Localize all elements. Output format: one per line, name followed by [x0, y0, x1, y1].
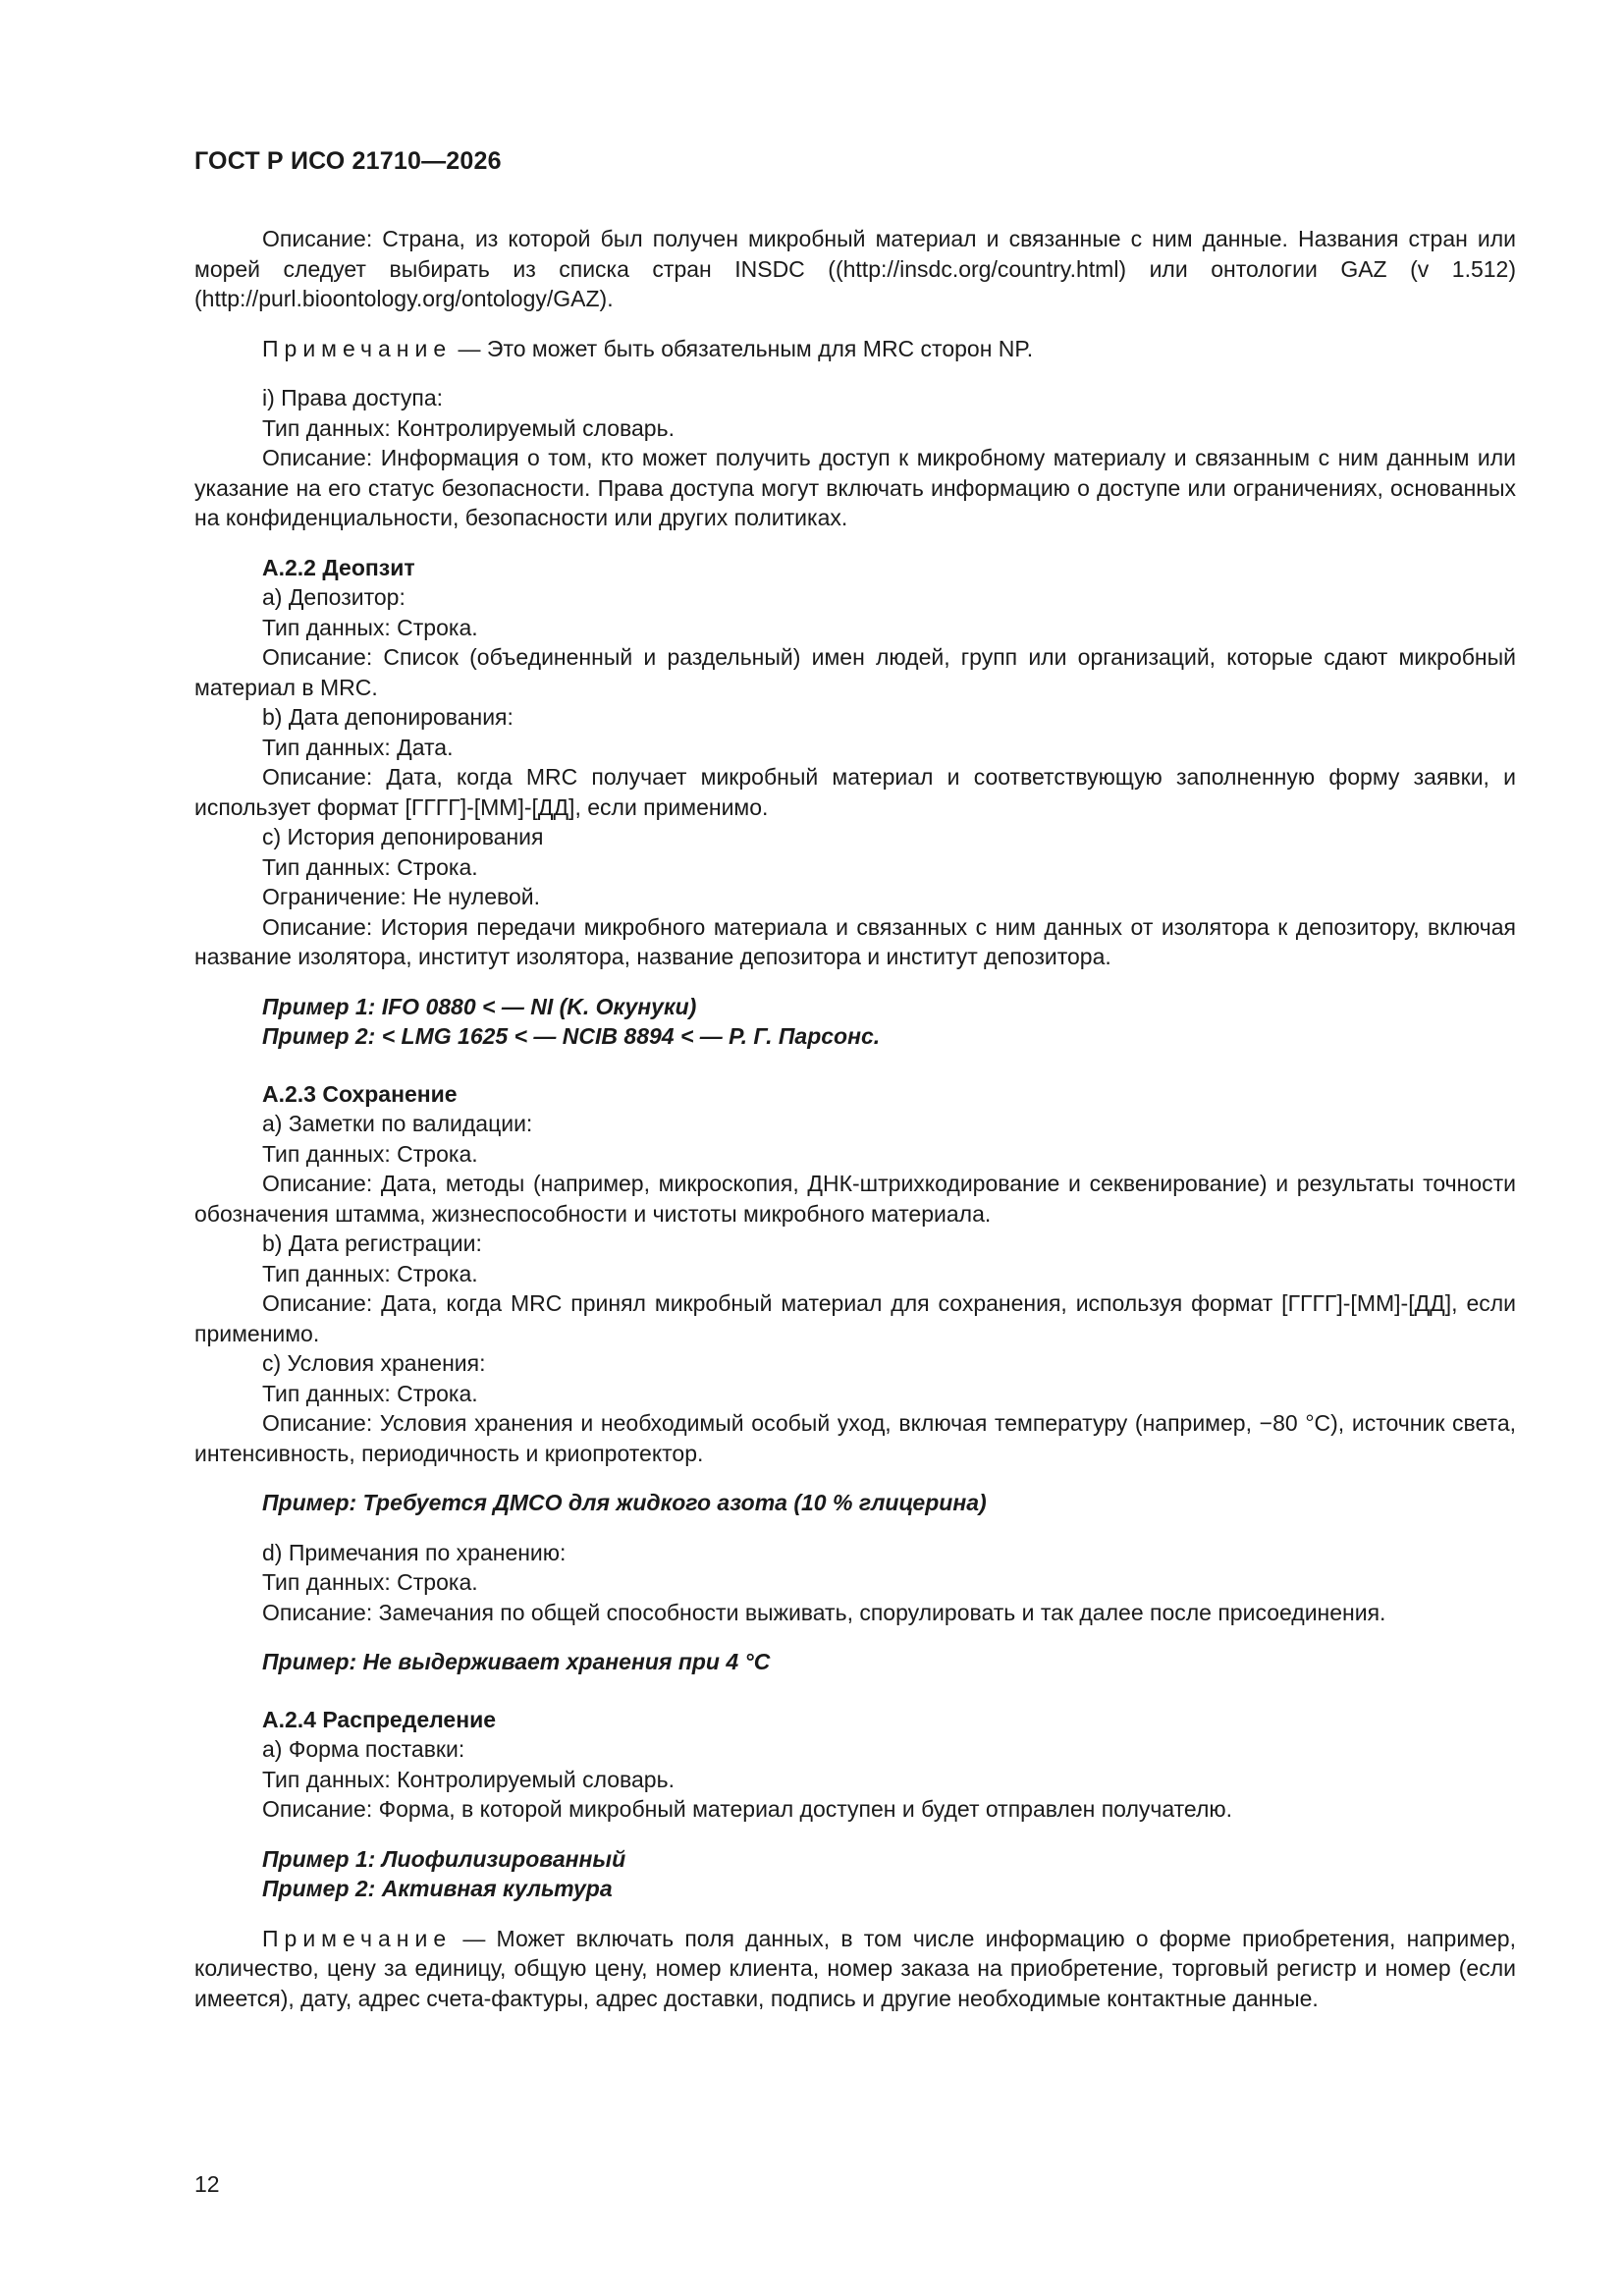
a24-a-title: a) Форма поставки: — [262, 1736, 465, 1762]
a23-d-description: Описание: Замечания по общей способности выживать, спорулировать и так далее после присоединения. — [262, 1599, 1386, 1625]
a22-c-description: Описание: История передачи микробного материала и связанных с ним данных от изолятора к депозитору, включая название изолятора, институт изолятора, название депозитора и институт депозитора. — [194, 913, 1516, 969]
a22-b-description: Описание: Дата, когда MRC получает микробный материал и соответствующую заполненную форму заявки, и использует формат [ГГГГ]-[ММ]-[ДД], если применимо. — [194, 764, 1516, 820]
a22-b-title: b) Дата депонирования: — [262, 704, 514, 730]
note-1 — [194, 334, 1516, 364]
item-i-type: Тип данных: Контролируемый словарь. — [262, 414, 675, 441]
country-description: Описание: Страна, из которой был получен микробный материал и связанные с ним данные. Названия стран или морей следует выбирать из списка стран INSDC ((http://insdc.org/country.html) или онтологии GAZ (v 1.512) (http://purl.bioontology.org/ontology/GAZ). — [194, 226, 1516, 311]
a22-c-title: c) История депонирования — [262, 824, 544, 849]
a22-a-type: Тип данных: Строка. — [262, 614, 478, 640]
item-i-description: Описание: Информация о том, кто может получить доступ к микробному материалу и связанным с ним данным или указание на его статус безопасности. Права доступа могут включать информацию о доступе или ограничениях, основанных на конфиденциальности, безопасности или других политиках. — [194, 445, 1516, 530]
a23-c-example: Пример: Требуется ДМСО для жидкого азота (10 % глицерина) — [262, 1490, 987, 1515]
a23-b-type: Тип данных: Строка. — [262, 1260, 478, 1286]
a23-b-description: Описание: Дата, когда MRC принял микробный материал для сохранения, используя формат [ГГГГ]-[ММ]-[ДД], если применимо. — [194, 1290, 1516, 1346]
a23-d-type: Тип данных: Строка. — [262, 1569, 478, 1595]
item-i-title: i) Права доступа: — [262, 385, 444, 410]
a22-c-type: Тип данных: Строка. — [262, 853, 478, 880]
document-body — [194, 224, 1516, 2013]
note-2 — [194, 1924, 1516, 2014]
page-number: 12 — [194, 2171, 220, 2197]
a22-example-2: Пример 2: < LMG 1625 < — NCIB 8894 < — Р. Г. Парсонс. — [262, 1023, 881, 1049]
a22-a-title: a) Депозитор: — [262, 584, 406, 610]
a24-a-type: Тип данных: Контролируемый словарь. — [262, 1766, 675, 1792]
a23-a-title: a) Заметки по валидации: — [262, 1111, 533, 1136]
section-a22-heading: А.2.2 Деопзит — [262, 554, 415, 580]
a24-example-2: Пример 2: Активная культура — [262, 1876, 613, 1901]
section-a23-heading: А.2.3 Сохранение — [262, 1080, 458, 1107]
a22-example-1: Пример 1: IFO 0880 < — NI (K. Окунуки) — [262, 993, 697, 1019]
a24-example-1: Пример 1: Лиофилизированный — [262, 1845, 626, 1872]
a23-a-type: Тип данных: Строка. — [262, 1140, 478, 1167]
note-1-text: — Это может быть обязательным для MRC сторон NP. — [452, 335, 1034, 361]
a23-c-type: Тип данных: Строка. — [262, 1380, 478, 1406]
a23-b-title: b) Дата регистрации: — [262, 1230, 482, 1256]
a23-d-title: d) Примечания по хранению: — [262, 1539, 567, 1565]
a22-a-description: Описание: Список (объединенный и раздельный) имен людей, групп или организаций, которые сдают микробный материал в MRC. — [194, 644, 1516, 700]
a23-d-example: Пример: Не выдерживает хранения при 4 °С — [262, 1649, 771, 1674]
a22-c-limit: Ограничение: Не нулевой. — [262, 884, 540, 909]
a24-a-description: Описание: Форма, в которой микробный материал доступен и будет отправлен получателю. — [262, 1796, 1233, 1822]
a23-c-title: c) Условия хранения: — [262, 1350, 486, 1376]
note-2-text: — Может включать поля данных, в том числе информацию о форме приобретения, например, количество, цену за единицу, общую цену, номер клиента, номер заказа на приобретение, торговый регистр и номер (если имеется), дату, адрес счета-фактуры, адрес доставки, подпись и другие необходимые контактные данные. — [194, 1925, 1516, 2011]
a23-a-description: Описание: Дата, методы (например, микроскопия, ДНК-штрихкодирование и секвенирование) и результаты точности обозначения штамма, жизнеспособности и чистоты микробного материала. — [194, 1171, 1516, 1227]
note-1-label: Примечание — [262, 335, 453, 361]
a22-b-type: Тип данных: Дата. — [262, 734, 454, 760]
note-2-label: Примечание — [262, 1925, 453, 1951]
section-a24-heading: А.2.4 Распределение — [262, 1706, 497, 1732]
document-header: ГОСТ Р ИСО 21710—2026 — [194, 147, 502, 175]
a23-c-description: Описание: Условия хранения и необходимый особый уход, включая температуру (например, −80 °С), источник света, интенсивность, периодичность и криопротектор. — [194, 1410, 1516, 1466]
